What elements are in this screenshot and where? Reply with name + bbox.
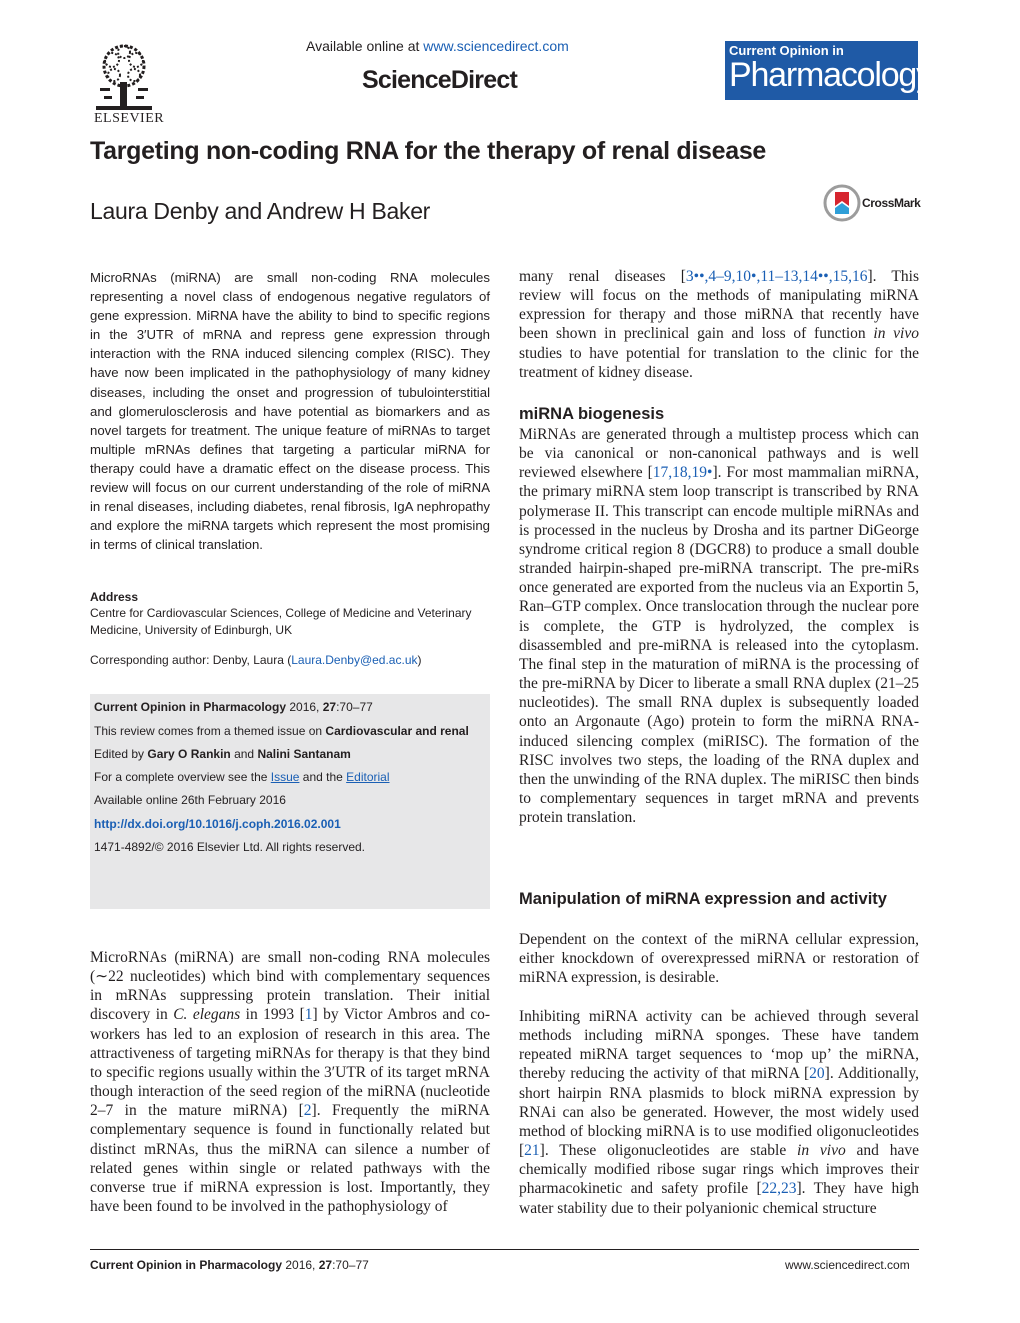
- meta-pages: :70–77: [336, 700, 373, 714]
- inhibiting-text-2: ]. Additionally, short hairpin RNA plasmids to block miRNA expression by RNAi can also be generated. However, the most widely used method of blocking miRNA is to use modified oligonucleotides [: [519, 1065, 919, 1160]
- address-heading: Address: [90, 590, 139, 604]
- sciencedirect-url-link[interactable]: www.sciencedirect.com: [423, 38, 569, 54]
- meta-journal: Current Opinion in Pharmacology: [94, 700, 287, 714]
- meta-overview-prefix: For a complete overview see the: [94, 770, 271, 784]
- intro-text-3: ] by Victor Ambros and co-workers has led to an explosion of research in this area. The attractiveness of targeting miRNAs for therapy is that they bind to specific regions usually within the 3′UTR of its target mRNA though interaction of the seed region of the miRNA (nucleotide 2–7 in the mature miRNA) [: [90, 1006, 491, 1120]
- footer-pages: :70–77: [332, 1258, 369, 1272]
- journal-logo: [725, 41, 932, 100]
- meta-themed-topic: Cardiovascular and renal: [325, 724, 469, 738]
- intro-text-2: in 1993 [: [240, 1006, 305, 1024]
- footer-volume: 27: [318, 1258, 333, 1272]
- meta-overview-and: and the: [299, 770, 347, 784]
- section-heading-manipulation: Manipulation of miRNA expression and activity: [519, 890, 887, 908]
- footer-url[interactable]: www.sciencedirect.com: [785, 1258, 910, 1272]
- journal-logo-top: Current Opinion in: [729, 43, 844, 58]
- ref-link[interactable]: 3••,4–9,10•,11–13,14••,15,16: [685, 268, 868, 285]
- address-text: Centre for Cardiovascular Sciences, College of Medicine and Veterinary Medicine, University of Edinburgh, UK: [90, 606, 472, 637]
- biogenesis-text-2: ]. For most mammalian miRNA, the primary miRNA stem loop transcript is transcribed by RNA polymerase II. This transcript can encode multiple miRNAs and is processed in the nucleus by Drosha and its partner DiGeorge syndrome critical region 8 (DGCR8) to produce a small double stranded hairpin-shaped pre-miRNA transcript. The pre-miRs once generated are exported from the nucleus via an Exportin 5, Ran–GTP complex. Once translocation through the nuclear pore is complete, the GTP is hydrolyzed, the complex is disassembled and pre-miRNA is released into the cytoplasm. The final step in the maturation of miRNA is the processing of the pre-miRNA by Dicer to liberate a small RNA duplex (21–25 nucleotides). The small RNA duplex is subsequently loaded onto an Argonaute (Ago) protein to form the miRNA RNA-induced silencing complex (miRISC). The formation of the RISC involves two steps, the loading of the RNA duplex and then the unwinding of the RNA duplex. The miRISC then binds to complementary sequences in target mRNA and prevents protein translation.: [519, 464, 919, 827]
- meta-editor-1: Gary O Rankin: [147, 747, 231, 761]
- crossmark-icon: [823, 184, 861, 222]
- meta-themed-prefix: This review comes from a themed issue on: [94, 724, 326, 738]
- available-prefix: Available online at: [306, 38, 424, 54]
- biogenesis-paragraph: [519, 425, 919, 827]
- article-info-box: [90, 694, 490, 909]
- issue-link[interactable]: Issue: [270, 770, 300, 784]
- inhibiting-text-1: Inhibiting miRNA activity can be achieved through several methods including miRNA sponges. These have tandem repeated miRNA target sequences to ‘mop up’ the miRNA, thereby reducing the activity of that miRNA [: [519, 1008, 919, 1083]
- intro-species: C. elegans: [173, 1006, 241, 1024]
- article-authors: Laura Denby and Andrew H Baker: [90, 198, 431, 224]
- corresponding-label: Corresponding author: Denby, Laura (: [90, 653, 292, 667]
- meta-volume: 27: [322, 700, 337, 714]
- ref-link[interactable]: 20: [809, 1065, 825, 1083]
- ref-link[interactable]: 22,23: [761, 1180, 797, 1198]
- meta-overview: [94, 770, 390, 784]
- meta-edited-prefix: Edited by: [94, 747, 148, 761]
- author-email-link[interactable]: Laura.Denby@ed.ac.uk: [291, 653, 418, 667]
- biogenesis-text-1: MiRNAs are generated through a multistep process which can be via canonical or non-canonical pathways and is well reviewed elsewhere [: [519, 426, 919, 482]
- manipulation-paragraph: Dependent on the context of the miRNA cellular expression, either knockdown of overexpressed miRNA or restoration of miRNA expression, is desirable.: [519, 931, 919, 987]
- intro-cont-italic: in vivo: [873, 325, 919, 343]
- inhibiting-text-5: ]. They have high water stability due to their polyanionic chemical structure: [519, 1180, 919, 1217]
- available-online-line: [306, 38, 569, 54]
- meta-editors: [94, 747, 351, 761]
- footer-citation: [90, 1258, 369, 1272]
- inhibiting-italic: in vivo: [797, 1142, 846, 1160]
- intro-text-4: ]. Frequently the miRNA complementary sequence is found in functionally related but distinct mRNAs, thus the miRNA can silence a number of related genes within single or related pathways with the converse true if miRNA expression is lost. Importantly, they have been found to be involved in the pathophysiology of: [90, 1102, 490, 1216]
- publisher-name: ELSEVIER: [94, 111, 165, 126]
- intro-cont-text-2: ]. This review will focus on the methods of manipulating miRNA expression for therapy and those miRNA that recently have been shown in preclinical gain and loss of function: [519, 268, 919, 343]
- abstract: MicroRNAs (miRNA) are small non-coding RNA molecules representing a novel class of endogenous negative regulators of gene expression. MiRNA have the ability to bind to specific regions in the 3′UTR of mRNA and repress gene expression through interaction with the RNA induced silencing complex (RISC). They have now been implicated in the pathophysiology of many kidney diseases, including the onset and progression of tubulointerstitial and glomerulosclerosis and have potential as biomarkers and as novel targets for treatment. The unique feature of miRNAs to target multiple mRNAs defines that targeting a particular miRNA for therapy could have a dramatic effect on the disease process. This review will focus on our current understanding of the role of miRNA in renal diseases, including diabetes, renal fibrosis, IgA nephropathy and explore the miRNA targets which represent the most promising in terms of clinical translation.: [90, 270, 490, 553]
- section-heading-biogenesis: miRNA biogenesis: [519, 405, 665, 423]
- meta-themed-issue: [94, 724, 469, 738]
- elsevier-tree-icon: [92, 42, 156, 112]
- meta-available-online: Available online 26th February 2016: [94, 793, 286, 807]
- footer-divider: [90, 1249, 919, 1250]
- meta-year: 2016,: [286, 700, 323, 714]
- meta-citation: [94, 700, 373, 714]
- crossmark-badge[interactable]: [823, 184, 861, 227]
- ref-link[interactable]: 17,18,19•: [652, 464, 713, 482]
- crossmark-label: CrossMark: [862, 196, 921, 210]
- journal-logo-main: Pharmacology: [729, 56, 932, 94]
- editorial-link[interactable]: Editorial: [346, 770, 390, 784]
- inhibiting-text-4: and have chemically modified ribose sugar rings which improves their pharmacokinetic and safety profile [: [519, 1142, 920, 1198]
- sciencedirect-wordmark: ScienceDirect: [362, 66, 517, 94]
- inhibiting-text-3: ]. These oligonucleotides are stable: [539, 1142, 798, 1160]
- corresponding-close: ): [417, 653, 422, 667]
- intro-paragraph: [90, 948, 490, 1216]
- elsevier-logo: [92, 42, 156, 117]
- ref-link[interactable]: 2: [303, 1102, 312, 1120]
- meta-copyright: 1471-4892/© 2016 Elsevier Ltd. All rights reserved.: [94, 840, 365, 854]
- article-title: Targeting non-coding RNA for the therapy of renal disease: [90, 137, 767, 165]
- corresponding-author: [90, 653, 490, 667]
- doi-link[interactable]: http://dx.doi.org/10.1016/j.coph.2016.02.001: [94, 817, 341, 831]
- ref-link[interactable]: 21: [524, 1142, 540, 1160]
- inhibiting-paragraph: [519, 1007, 919, 1218]
- intro-text-1: MicroRNAs (miRNA) are small non-coding RNA molecules (∼22 nucleotides) which bind with complementary sequences in mRNAs suppressing protein translation. Their initial discovery in: [90, 949, 490, 1024]
- intro-cont-text-1: many renal diseases [: [519, 268, 686, 285]
- footer-journal: Current Opinion in Pharmacology: [90, 1258, 283, 1272]
- footer-year: 2016,: [282, 1258, 319, 1272]
- intro-cont-text-3: studies to have potential for translation to the clinic for the treatment of kidney disease.: [519, 344, 919, 381]
- meta-editor-and: and: [230, 747, 258, 761]
- ref-link[interactable]: 1: [304, 1006, 313, 1024]
- meta-editor-2: Nalini Santanam: [257, 747, 351, 761]
- intro-continued-paragraph: [519, 267, 919, 382]
